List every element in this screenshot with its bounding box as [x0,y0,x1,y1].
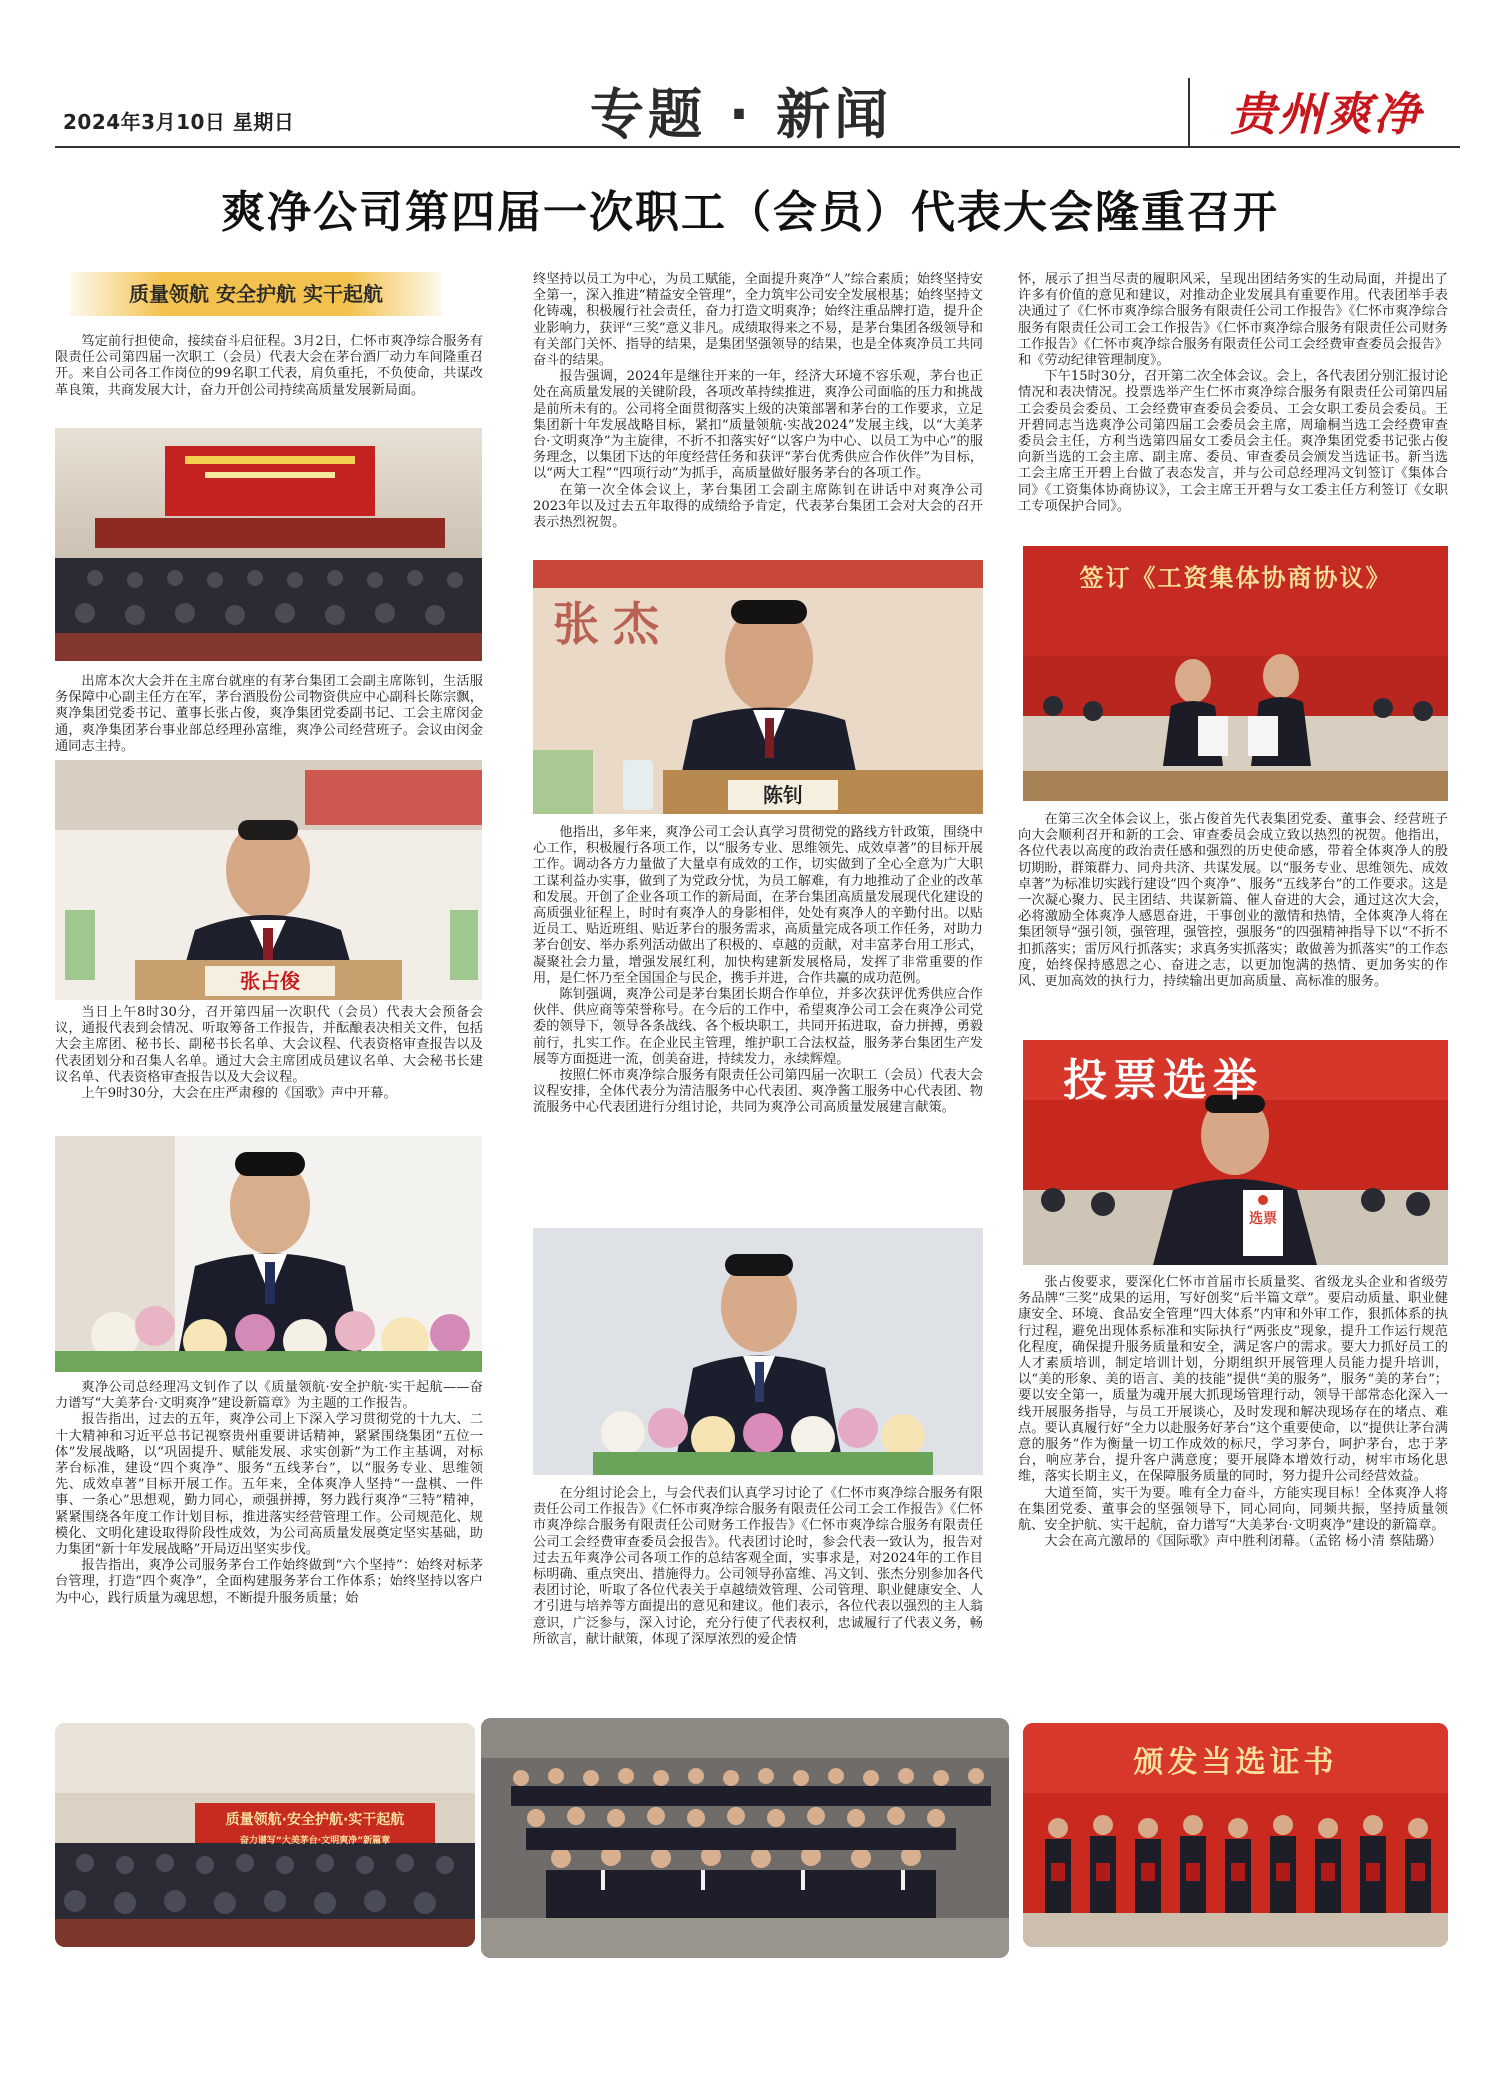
paragraph: 报告指出，爽净公司服务茅台工作始终做到“六个坚持”：始终对标茅台管理，打造“四个爽净”，全面构建服务茅台工作体系；始终坚持以客户为中心，践行质量为魂思想，不断提升服务质量；始 [55,1558,483,1606]
column-2-top [533,272,983,531]
paragraph: 在分组讨论会上，与会代表们认真学习讨论了《仁怀市爽净综合服务有限责任公司工作报告》《仁怀市爽净综合服务有限责任公司工会工作报告》《仁怀市爽净综合服务有限责任公司财务工作报告》《仁怀市爽净综合服务有限责任公司工会经费审查委员会报告》。代表团讨论时，参会代表一致认为，报告对过去五年爽净公司各项工作的总结客观全面，实事求是，对2024年的工作目标明确、重点突出、措施得力。公司领导孙富维、冯文钊、张杰分别参加各代表团讨论，听取了各位代表关于卓越绩效管理、公司管理、职业健康安全、人才引进与培养等方面提出的意见和建议。他们表示，各位代表以强烈的主人翁意识，广泛参与，深入讨论，充分行使了代表权利，忠诚履行了代表义务，畅所欲言，献计献策，体现了深厚浓烈的爱企情 [533,1486,983,1647]
photo-delegate-speech [533,1228,983,1475]
column-1-bottom [55,1380,483,1607]
meeting-banner-subtext: 奋力谱写“大美茅台·文明爽净”新篇章 [239,1836,391,1846]
photo-group-portrait [481,1718,1009,1958]
photo-signing-agreement [1023,546,1448,801]
newspaper-logo: 贵州爽净 [1230,87,1422,141]
paragraph: 大会在高亢激昂的《国际歌》声中胜利闭幕。（孟铭 杨小清 蔡陆璐） [1044,1534,1442,1550]
paragraph: 在第一次全体会议上，茅台集团工会副主席陈钊在讲话中对爽净公司2023年以及过去五年取得的成绩给予肯定，代表茅台集团工会对大会的召开表示热烈祝贺。 [533,482,983,531]
signing-banner-text: 签订《工资集体协商协议》 [1079,564,1392,592]
paragraph: 怀，展示了担当尽责的履职风采，呈现出团结务实的生动局面，并提出了许多有价值的意见和建议，对推动企业发展具有重要作用。代表团举手表决通过了《仁怀市爽净综合服务有限责任公司工作报告》《仁怀市爽净综合服务有限责任公司工会工作报告》《仁怀市爽净综合服务有限责任公司财务工作报告》《仁怀市爽净综合服务有限责任公司工会经费审查委员会报告》和《劳动纪律管理制度》。 [1018,272,1448,369]
masthead-rule [55,146,1460,148]
paragraph: 报告强调，2024年是继往开来的一年，经济大环境不容乐观，茅台也正处在高质量发展的关键阶段，各项改革持续推进，爽净公司面临的压力和挑战是前所未有的。公司将全面贯彻落实上级的决策部署和茅台的工作要求，立足集团新十年发展战略目标，紧扣“质量领航·实战2024”发展主线，以“大美茅台·文明爽净”为主旋律，不折不扣落实好“以客户为中心、以员工为中心”的服务理念，以集团下达的年度经营任务和获评“茅台优秀供应合作伙伴”为目标，以“两大工程”“四项行动”为抓手，高质量做好服务茅台的各项工作。 [533,369,983,482]
ballot-text: 选票 [1249,1211,1277,1227]
nameplate-chen: 陈钊 [763,783,803,807]
paragraph: 按照仁怀市爽净综合服务有限责任公司第四届一次职工（会员）代表大会议程安排，全体代表分为清洁服务中心代表团、爽净酱工服务中心代表团、物流服务中心代表团进行分组讨论，共同为爽净公司高质量发展建言献策。 [533,1068,983,1116]
photo-zhang-speech [55,760,482,1000]
paragraph: 报告指出，过去的五年，爽净公司上下深入学习贯彻党的十九大、二十大精神和习近平总书记视察贵州重要讲话精神，紧紧围绕集团“五位一体”发展战略，以“巩固提升、赋能发展、求实创新”为工作主基调，对标茅台标准，建设“四个爽净”、服务“五线茅台”，以“服务专业、思维领先、成效卓著”目标开展工作。五年来，全体爽净人坚持“一盘棋、一件事、一条心”思想观，勤力同心，顽强拼搏，努力践行爽净“三特”精神，紧紧围绕各年度工作计划目标，推进落实经营管理工作。公司规范化、规模化、文明化建设取得阶段性成效，为公司高质量发展奠定坚实基础，助力集团“新十年发展战略”开局迈出坚实步伐。 [55,1412,483,1558]
meeting-banner-text: 质量领航·安全护航·实干起航 [225,1812,405,1828]
column-1-lower [55,1005,483,1102]
paragraph: 当日上午8时30分，召开第四届一次职代（会员）代表大会预备会议，通报代表到会情况、听取筹备工作报告，并酝酿表决相关文件，包括大会主席团、秘书长、副秘书长名单、大会议程、代表资格审查报告以及代表团划分和召集人名单。通过大会主席团成员建议名单、大会秘书长建议名单、代表资格审查报告以及大会议程。 [55,1005,483,1085]
photo-conference-audience [55,1723,475,1947]
photo-certificate-ceremony [1023,1723,1448,1947]
paragraph: 张占俊要求，要深化仁怀市首届市长质量奖、省级龙头企业和省级劳务品牌“三奖”成果的运用，写好创奖“后半篇文章”。要启动质量、职业健康安全、环境、食品安全管理“四大体系”内审和外审工作，狠抓体系的执行过程，避免出现体系标准和实际执行“两张皮”现象，提升工作运行规范化程度，确保提升服务质量和安全，满足客户的需求。要大力抓好员工的人才素质培训，制定培训计划，分期组织开展管理人员能力提升培训，以“美的形象、美的语言、美的技能”提供“美的服务”，服务“美的茅台”；要以安全第一，质量为魂开展大抓现场管理行动，领导干部常态化深入一线开展服务指导，与员工开展谈心，及时发现和解决现场存在的堵点、难点。要认真履行好“全力以赴服务好茅台”这个重要使命，以“提供让茅台满意的服务”作为衡量一切工作成效的标尺，学习茅台，呵护茅台，忠于茅台，响应茅台，提升客户满意度；要开展降本增效行动，树牢市场化思维，落实长期主义，在保障服务质量的同时，努力提升公司经营效益。 [1018,1275,1448,1485]
column-1-top [55,334,483,399]
paragraph: 笃定前行担使命，接续奋斗启征程。3月2日，仁怀市爽净综合服务有限责任公司第四届一次职工（会员）代表大会在茅台酒厂动力车间隆重召开。来自公司各工作岗位的99名职工代表，肩负重托，不负使命，共谋改革良策，共商发展大计，奋力开创公司持续高质量发展新局面。 [55,334,483,398]
column-1-mid [55,674,483,755]
paragraph: 终坚持以员工为中心，为员工赋能，全面提升爽净“人”综合素质；始终坚持安全第一，深入推进“精益安全管理”，全力筑牢公司安全发展根基；始终坚持文化铸魂，积极履行社会责任，奋力打造文明爽净；始终注重品牌打造，提升企业影响力，获评“三奖”意义非凡。成绩取得来之不易，是茅台集团各级领导和有关部门关怀、指导的结果，是集团坚强领导的结果，也是全体爽净员工共同奋斗的结果。 [533,272,983,369]
nameplate-zhang: 张占俊 [240,969,300,993]
voting-banner-text: 投票选举 [1063,1055,1263,1106]
column-3-bottom [1018,1275,1448,1550]
paragraph: 在第三次全体会议上，张占俊首先代表集团党委、董事会、经营班子向大会顺利召开和新的工会、审查委员会成立致以热烈的祝贺。他指出，各位代表以高度的政治责任感和强烈的历史使命感，带着全体爽净人的殷切期盼，群策群力、同舟共济、共谋发展。以“服务专业、思维领先、成效卓著”为标准切实践行建设“四个爽净”、服务“五线茅台”的工作要求。这是一次凝心聚力、民主团结、共谋新篇、催人奋进的大会，通过这次大会，必将激励全体爽净人感恩奋进，干事创业的激情和热情，全体爽净人将在集团领导“强引领，强管理，强管控，强服务”的四强精神指导下以“不折不扣抓落实；雷厉风行抓落实；求真务实抓落实；敢做善为抓落实”的工作态度，始终保持感恩之心、奋进之志，以更加饱满的热情、更加务实的作风、更加高效的执行力，持续输出更加高质量、高标准的服务。 [1018,812,1448,990]
headline: 爽净公司第四届一次职工（会员）代表大会隆重召开 [221,187,1279,238]
paragraph: 爽净公司总经理冯文钊作了以《质量领航·安全护航·实干起航——奋力谱写“大美茅台·文明爽净”建设新篇章》为主题的工作报告。 [55,1380,483,1412]
column-3-top [1018,272,1448,515]
issue-date: 2024年3月10日 星期日 [63,110,295,134]
photo-chen-speech [533,560,983,814]
photo-feng-report [55,1136,482,1372]
certificate-banner-text: 颁发当选证书 [1133,1745,1338,1780]
section-title: 专题 · 新闻 [590,83,893,146]
masthead [55,72,1460,152]
column-2-mid [533,825,983,1117]
paragraph: 大道至简，实干为要。唯有全力奋斗，方能实现目标！全体爽净人将在集团党委、董事会的坚强领导下，同心同向，同频共振，坚持质量领航、安全护航、实干起航，奋力谱写“大美茅台·文明爽净”建设的新篇章。 [1018,1485,1448,1534]
paragraph: 出席本次大会并在主席台就座的有茅台集团工会副主席陈钊，生活服务保障中心副主任方在军，茅台酒股份公司物资供应中心副科长陈宗飘，爽净集团党委书记、董事长张占俊，爽净集团党委副书记、工会主席闵金通，爽净集团茅台事业部总经理孙富维，爽净公司经营班子。会议由闵金通同志主持。 [55,674,483,754]
column-2-bottom [533,1486,983,1648]
paragraph: 陈钊强调，爽净公司是茅台集团长期合作单位，并多次获评优秀供应合作伙伴、供应商等荣誉称号。在今后的工作中，希望爽净公司工会在爽净公司党委的领导下，领导各条战线、各个板块职工，共同开拓进取，奋力拼搏，勇毅前行，扎实工作。在企业民主管理，维护职工合法权益，服务茅台集团生产发展等方面挺进一流，创美奋进，持续发力，永续辉煌。 [533,987,983,1067]
subheading-banner: 质量领航 安全护航 实干起航 [70,272,442,316]
paragraph: 他指出，多年来，爽净公司工会认真学习贯彻党的路线方针政策，围绕中心工作，积极履行各项工作，以“服务专业、思维领先、成效卓著”的目标开展工作。调动各方力量做了大量卓有成效的工作，切实做到了全心全意为广大职工谋利益办实事，做到了为党政分忧，为员工解难，有力地推动了企业的改革和发展。开创了企业各项工作的新局面，在茅台集团高质量发展现代化建设的高质强业征程上，时时有爽净人的身影相伴，处处有爽净人的辛勤付出。以贴近员工、贴近班组、贴近茅台的服务需求，高质量完成各项工作任务，对助力茅台创安、举办系列活动做出了积极的、卓越的贡献，对丰富茅台用工形式，凝聚社会力量，增强发展红利，加快构建新发展格局，发挥了非常重要的作用，是仁怀乃至全国国企与民企，携手并进，合作共赢的成功范例。 [533,825,983,986]
paragraph: 下午15时30分，召开第二次全体会议。会上，各代表团分别汇报讨论情况和表决情况。投票选举产生仁怀市爽净综合服务有限责任公司第四届工会委员会委员、工会经费审查委员会委员、工会女职工委员会委员。王开碧同志当选爽净公司第四届工会委员会主席，周瑜桐当选工会经费审查委员会主任，方利当选第四届女工委员会主任。爽净集团党委书记张占俊向新当选的工会主席、副主席、委员、审查委员会颁发当选证书。新当选工会主席王开碧上台做了表态发言，并与公司总经理冯文钊签订《集体合同》《工资集体协商协议》，工会主席王开碧与女工委主任方利签订《女职工专项保护合同》。 [1018,369,1448,514]
column-3-mid [1018,812,1448,990]
masthead-divider [1188,78,1190,146]
paragraph: 上午9时30分，大会在庄严肃穆的《国歌》声中开幕。 [81,1086,397,1102]
backdrop-name: 张杰 [553,597,673,651]
photo-meeting-hall [55,428,482,661]
photo-voting [1023,1040,1448,1265]
